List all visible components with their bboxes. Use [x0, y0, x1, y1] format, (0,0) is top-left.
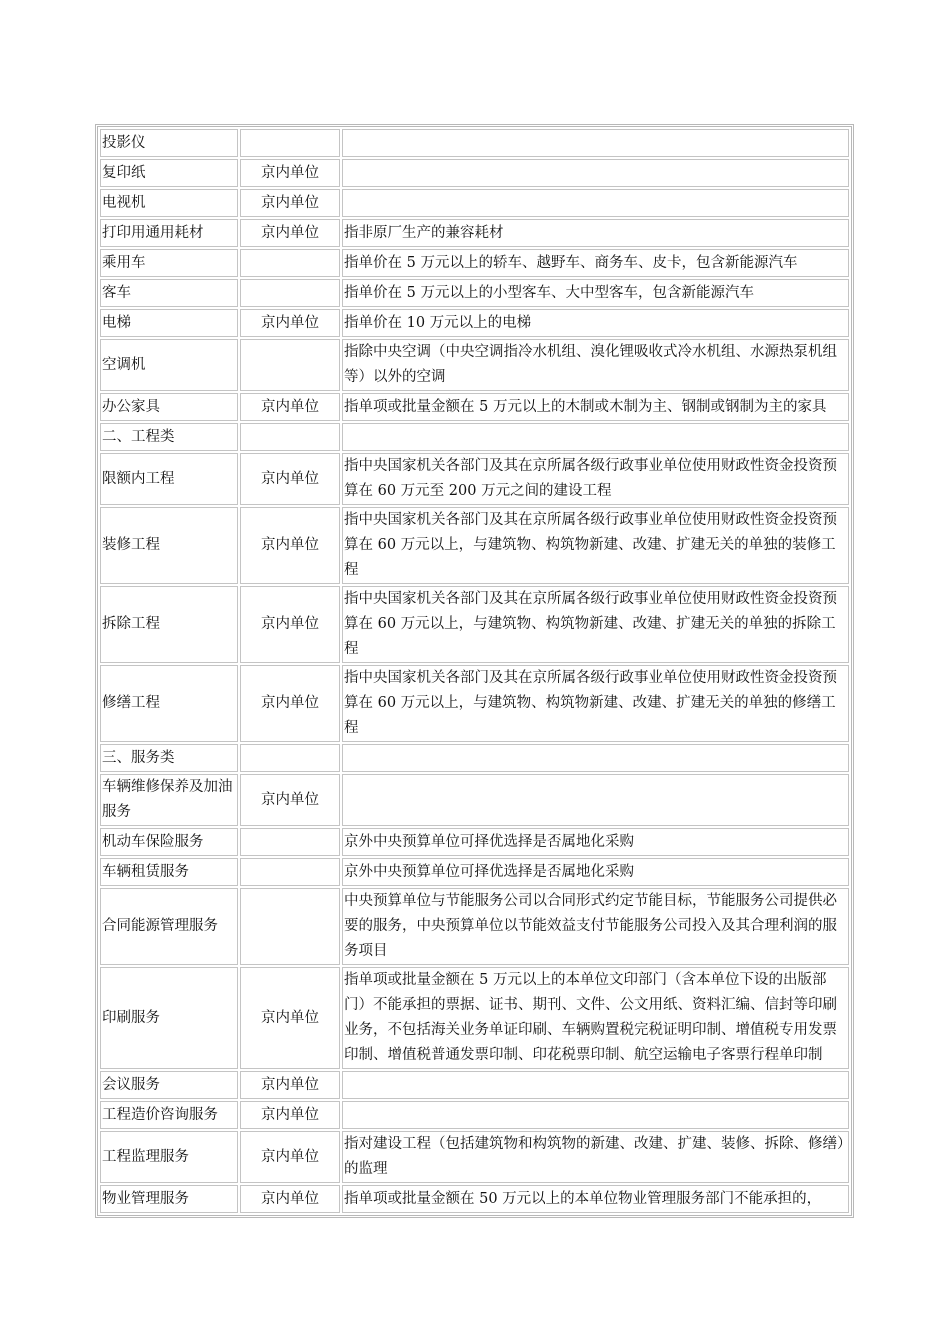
table-row — [100, 1071, 849, 1099]
note-cell: 指非原厂生产的兼容耗材 — [342, 219, 849, 247]
table-row — [100, 967, 849, 1069]
scope-cell: 京内单位 — [240, 219, 340, 247]
scope-cell: 京内单位 — [240, 586, 340, 663]
item-cell: 客车 — [100, 279, 238, 307]
note-cell — [342, 1101, 849, 1129]
item-cell: 空调机 — [100, 339, 238, 391]
scope-cell — [240, 339, 340, 391]
table-row — [100, 1131, 849, 1183]
note-cell — [342, 129, 849, 157]
scope-cell — [240, 279, 340, 307]
table-row — [100, 665, 849, 742]
scope-cell: 京内单位 — [240, 1101, 340, 1129]
scope-cell: 京内单位 — [240, 1131, 340, 1183]
scope-cell: 京内单位 — [240, 309, 340, 337]
scope-cell — [240, 249, 340, 277]
table-row — [100, 858, 849, 886]
table-row — [100, 159, 849, 187]
note-cell: 指中央国家机关各部门及其在京所属各级行政事业单位使用财政性资金投资预算在 60 万元至 200 万元之间的建设工程 — [342, 453, 849, 505]
scope-cell: 京内单位 — [240, 393, 340, 421]
item-cell: 车辆维修保养及加油服务 — [100, 774, 238, 826]
note-cell: 指单价在 5 万元以上的小型客车、大中型客车，包含新能源汽车 — [342, 279, 849, 307]
item-cell: 打印用通用耗材 — [100, 219, 238, 247]
item-cell: 拆除工程 — [100, 586, 238, 663]
item-cell: 印刷服务 — [100, 967, 238, 1069]
table-row — [100, 189, 849, 217]
scope-cell: 京内单位 — [240, 665, 340, 742]
table-row — [100, 586, 849, 663]
item-cell: 复印纸 — [100, 159, 238, 187]
note-cell: 指单项或批量金额在 50 万元以上的本单位物业管理服务部门不能承担的， — [342, 1185, 849, 1213]
note-cell: 指中央国家机关各部门及其在京所属各级行政事业单位使用财政性资金投资预算在 60 万元以上，与建筑物、构筑物新建、改建、扩建无关的单独的拆除工程 — [342, 586, 849, 663]
scope-cell — [240, 828, 340, 856]
table-row — [100, 309, 849, 337]
note-cell — [342, 774, 849, 826]
note-cell: 京外中央预算单位可择优选择是否属地化采购 — [342, 828, 849, 856]
scope-cell: 京内单位 — [240, 507, 340, 584]
note-cell: 指除中央空调（中央空调指冷水机组、溴化锂吸收式冷水机组、水源热泵机组等）以外的空调 — [342, 339, 849, 391]
item-cell: 物业管理服务 — [100, 1185, 238, 1213]
scope-cell — [240, 888, 340, 965]
section-heading: 二、工程类 — [100, 423, 238, 451]
scope-cell: 京内单位 — [240, 1071, 340, 1099]
table-row — [100, 507, 849, 584]
scope-cell: 京内单位 — [240, 189, 340, 217]
table-row — [100, 219, 849, 247]
item-cell: 车辆租赁服务 — [100, 858, 238, 886]
section-heading: 三、服务类 — [100, 744, 238, 772]
item-cell: 机动车保险服务 — [100, 828, 238, 856]
item-cell: 会议服务 — [100, 1071, 238, 1099]
item-cell: 工程监理服务 — [100, 1131, 238, 1183]
table-row — [100, 249, 849, 277]
item-cell: 限额内工程 — [100, 453, 238, 505]
item-cell: 工程造价咨询服务 — [100, 1101, 238, 1129]
table-row — [100, 1101, 849, 1129]
section-heading-row — [100, 744, 849, 772]
section-heading-row — [100, 423, 849, 451]
note-cell: 指对建设工程（包括建筑物和构筑物的新建、改建、扩建、装修、拆除、修缮）的监理 — [342, 1131, 849, 1183]
scope-cell — [240, 744, 340, 772]
item-cell: 装修工程 — [100, 507, 238, 584]
table-row — [100, 1185, 849, 1213]
note-cell — [342, 189, 849, 217]
note-cell — [342, 423, 849, 451]
note-cell: 指单价在 10 万元以上的电梯 — [342, 309, 849, 337]
scope-cell — [240, 129, 340, 157]
item-cell: 电视机 — [100, 189, 238, 217]
scope-cell: 京内单位 — [240, 1185, 340, 1213]
table-row — [100, 453, 849, 505]
scope-cell: 京内单位 — [240, 453, 340, 505]
item-cell: 合同能源管理服务 — [100, 888, 238, 965]
table-row — [100, 339, 849, 391]
table-row — [100, 774, 849, 826]
procurement-table-frame — [95, 124, 854, 1218]
item-cell: 办公家具 — [100, 393, 238, 421]
table-row — [100, 828, 849, 856]
scope-cell — [240, 858, 340, 886]
note-cell — [342, 1071, 849, 1099]
note-cell: 指中央国家机关各部门及其在京所属各级行政事业单位使用财政性资金投资预算在 60 万元以上，与建筑物、构筑物新建、改建、扩建无关的单独的装修工程 — [342, 507, 849, 584]
note-cell: 指中央国家机关各部门及其在京所属各级行政事业单位使用财政性资金投资预算在 60 万元以上，与建筑物、构筑物新建、改建、扩建无关的单独的修缮工程 — [342, 665, 849, 742]
note-cell — [342, 744, 849, 772]
note-cell: 指单项或批量金额在 5 万元以上的本单位文印部门（含本单位下设的出版部门）不能承担的票据、证书、期刊、文件、公文用纸、资料汇编、信封等印刷业务，不包括海关业务单证印刷、车辆购置税完税证明印制、增值税专用发票印制、增值税普通发票印制、印花税票印制、航空运输电子客票行程单印制 — [342, 967, 849, 1069]
note-cell: 指单价在 5 万元以上的轿车、越野车、商务车、皮卡，包含新能源汽车 — [342, 249, 849, 277]
item-cell: 乘用车 — [100, 249, 238, 277]
scope-cell: 京内单位 — [240, 774, 340, 826]
item-cell: 电梯 — [100, 309, 238, 337]
table-row — [100, 129, 849, 157]
table-row — [100, 279, 849, 307]
note-cell — [342, 159, 849, 187]
scope-cell — [240, 423, 340, 451]
procurement-catalog-table — [98, 127, 851, 1215]
item-cell: 投影仪 — [100, 129, 238, 157]
note-cell: 京外中央预算单位可择优选择是否属地化采购 — [342, 858, 849, 886]
scope-cell: 京内单位 — [240, 159, 340, 187]
table-row — [100, 393, 849, 421]
note-cell: 中央预算单位与节能服务公司以合同形式约定节能目标，节能服务公司提供必要的服务，中央预算单位以节能效益支付节能服务公司投入及其合理利润的服务项目 — [342, 888, 849, 965]
scope-cell: 京内单位 — [240, 967, 340, 1069]
table-row — [100, 888, 849, 965]
note-cell: 指单项或批量金额在 5 万元以上的木制或木制为主、钢制或钢制为主的家具 — [342, 393, 849, 421]
item-cell: 修缮工程 — [100, 665, 238, 742]
